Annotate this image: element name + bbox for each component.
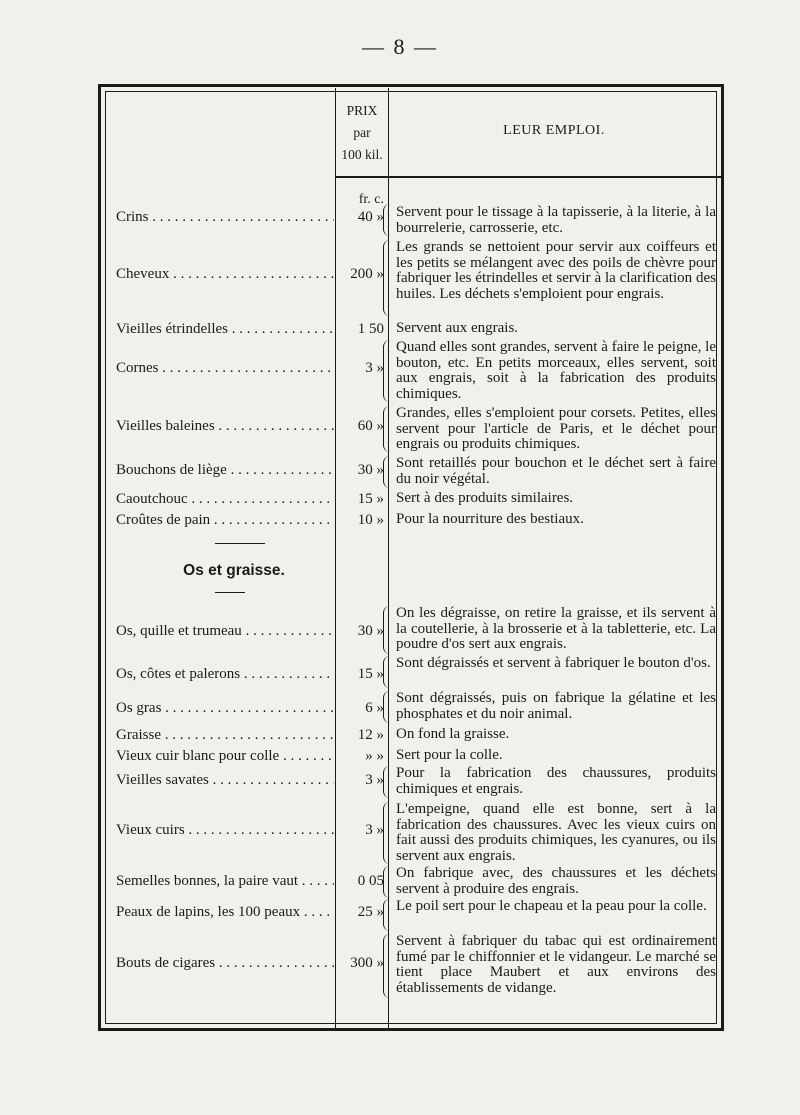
item-name: Vieux cuirs . . . — [116, 822, 334, 839]
currency-header: fr. c. — [358, 192, 384, 207]
section-rule-top — [215, 543, 265, 544]
item-name: Os, côtes et palerons . . . — [116, 666, 334, 683]
item-name: Peaux de lapins, les 100 peaux . . . — [116, 904, 334, 921]
item-name: Bouchons de liège . . . — [116, 462, 334, 479]
item-use: Sont retaillés pour bouchon et le déchet sert à faire du noir végétal. — [396, 455, 716, 487]
price-header-line1: PRIX — [346, 103, 378, 118]
item-price: 15 » — [357, 666, 384, 682]
brace — [383, 691, 394, 723]
item-price: 12 » — [357, 727, 384, 743]
item-use: On les dégraisse, on retire la graisse, et ils servent à la coutellerie, à la brosserie et à la tabletterie, etc. La poudre d'os sert aux engrais. — [396, 605, 716, 652]
use-header: LEUR EMPLOI. — [503, 123, 605, 138]
item-price: 15 » — [357, 491, 384, 507]
item-name: Croûtes de pain . . . — [116, 512, 334, 529]
item-price: 40 » — [357, 209, 384, 225]
item-name: Vieilles baleines . . . — [116, 418, 334, 435]
item-price: 10 » — [357, 512, 384, 528]
item-name: Bouts de cigares . . . — [116, 955, 334, 972]
price-header-line3: 100 kil. — [341, 147, 383, 162]
price-header — [336, 100, 388, 166]
item-use: Quand elles sont grandes, servent à faire le peigne, le bouton, etc. En petits morceaux, elles servent, soit aux engrais, soit à la fabrication des produits chimiques. — [396, 339, 716, 402]
brace — [383, 656, 394, 688]
item-use: On fond la graisse. — [396, 726, 510, 742]
item-price: 0 05 — [357, 873, 384, 889]
item-name: Vieilles étrindelles . . . — [116, 321, 334, 338]
page-number: — 8 — — [362, 34, 438, 59]
item-price: 1 50 — [357, 321, 384, 337]
item-use: Servent pour le tissage à la tapisserie, à la literie, à la bourrelerie, carrosserie, etc. — [396, 204, 716, 236]
brace — [383, 899, 394, 931]
item-use: Le poil sert pour le chapeau et la peau pour la colle. — [396, 898, 707, 914]
item-use: Sert pour la colle. — [396, 747, 503, 763]
item-name: Os, quille et trumeau . . . — [116, 623, 334, 640]
item-use: On fabrique avec, des chaussures et les déchets servent à produire des engrais. — [396, 865, 716, 897]
item-price: 3 » — [365, 822, 384, 838]
item-use: Sont dégraissés, puis on fabrique la gélatine et les phosphates et du noir animal. — [396, 690, 716, 722]
item-name: Vieilles savates . . . — [116, 772, 334, 789]
brace — [383, 802, 394, 864]
item-name: Vieux cuir blanc pour colle . . . — [116, 748, 334, 765]
item-use: L'empeigne, quand elle est bonne, sert à la fabrication des chaussures. Avec les vieux cuirs on fait aussi des produits chimiques, les cyanures, ou ils servent aux engrais. — [396, 801, 716, 864]
item-name: Cornes . . . — [116, 360, 334, 377]
item-name: Os gras . . . — [116, 700, 334, 717]
item-use: Pour la nourriture des bestiaux. — [396, 511, 584, 527]
item-use: Grandes, elles s'emploient pour corsets. Petites, elles servent pour l'article de Paris, et le déchet pour engrais ou produits chimiques. — [396, 405, 716, 452]
item-price: » » — [365, 748, 384, 764]
brace — [383, 934, 394, 998]
item-name: Semelles bonnes, la paire vaut . . . — [116, 873, 334, 890]
item-price: 30 » — [357, 623, 384, 639]
item-use: Sont dégraissés et servent à fabriquer le bouton d'os. — [396, 655, 711, 671]
brace — [383, 406, 394, 452]
section-title: Os et graisse. — [183, 562, 285, 579]
item-name: Cheveux . . . — [116, 266, 334, 283]
item-name: Crins . . . — [116, 209, 334, 226]
item-use: Servent aux engrais. — [396, 320, 519, 336]
brace — [383, 866, 394, 898]
item-price: 60 » — [357, 418, 384, 434]
brace — [383, 340, 394, 402]
item-name: Graisse . . . — [116, 727, 334, 744]
item-price: 30 » — [357, 462, 384, 478]
item-use: Sert à des produits similaires. — [396, 490, 574, 506]
item-use: Servent à fabriquer du tabac qui est ordinairement fumé par le chiffonnier et le vidangeur. Le marché se tient place Maubert et aux environs des établissements de vidange. — [396, 933, 716, 996]
brace — [383, 456, 394, 488]
item-price: 300 » — [350, 955, 384, 971]
item-price: 200 » — [350, 266, 384, 282]
header-rule — [335, 176, 721, 178]
item-price: 3 » — [365, 772, 384, 788]
brace — [383, 606, 394, 654]
item-price: 6 » — [365, 700, 384, 716]
price-header-line2: par — [353, 125, 371, 140]
item-price: 25 » — [357, 904, 384, 920]
item-use: Les grands se nettoient pour servir aux coiffeurs et les petits se mélangent avec des poils de chèvre pour fabriquer les étrindelles et servir à la clarification des huiles. Les déchets s'emploient pour engrais. — [396, 239, 716, 302]
item-use: Pour la fabrication des chaussures, produits chimiques et engrais. — [396, 765, 716, 797]
brace — [383, 766, 394, 798]
item-price: 3 » — [365, 360, 384, 376]
section-rule-bottom — [215, 592, 245, 593]
item-name: Caoutchouc . . . — [116, 491, 334, 508]
brace — [383, 204, 394, 236]
brace — [383, 240, 394, 316]
